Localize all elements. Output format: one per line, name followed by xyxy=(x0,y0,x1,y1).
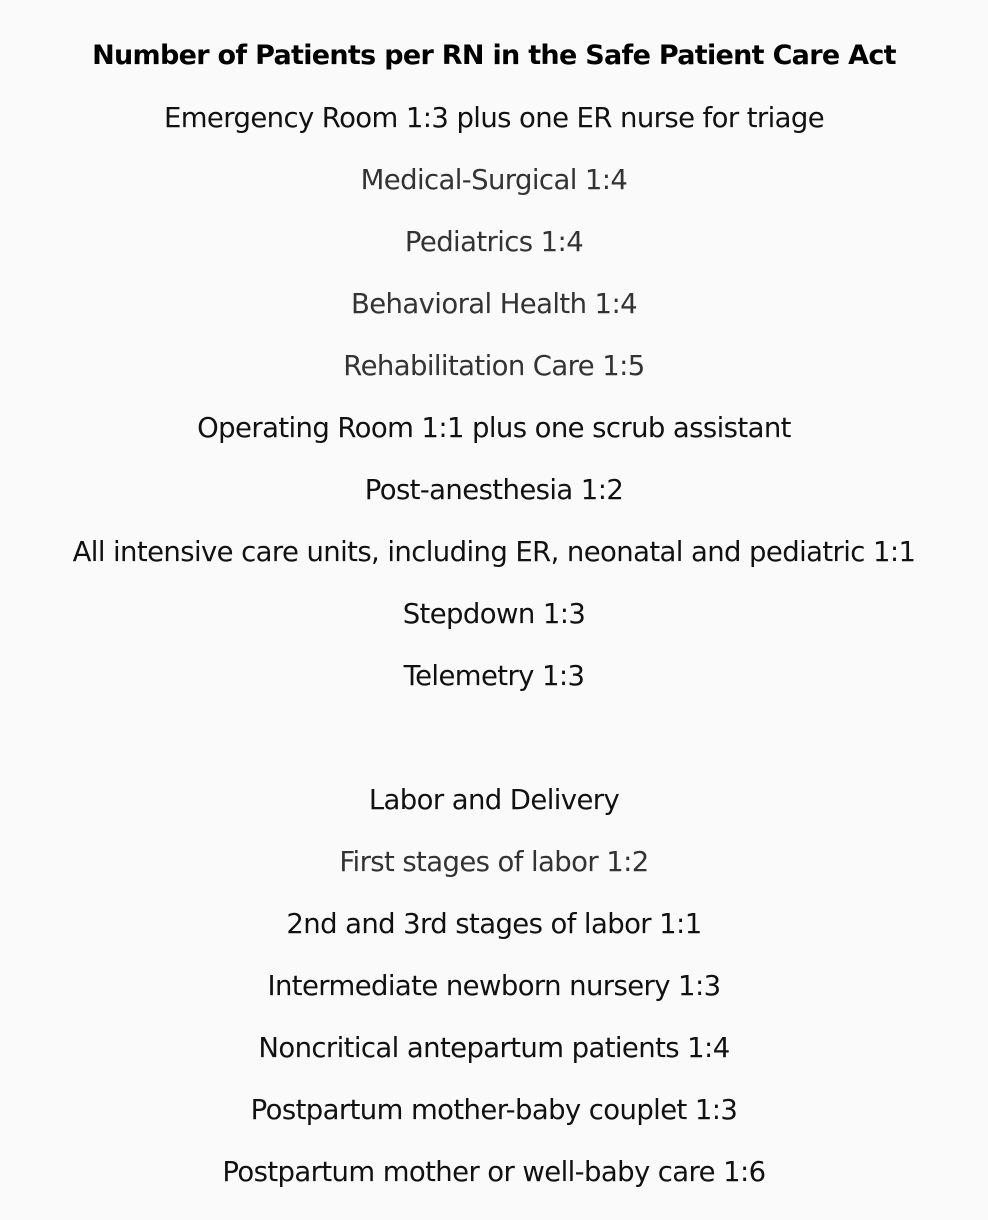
spacer-row xyxy=(0,707,988,769)
ratio-row-operating-room: Operating Room 1:1 plus one scrub assistant xyxy=(197,412,791,444)
ratio-row-2nd-3rd-stage-labor: 2nd and 3rd stages of labor 1:1 xyxy=(286,908,702,940)
ratio-row-postpartum-couplet: Postpartum mother-baby couplet 1:3 xyxy=(250,1094,738,1126)
ratio-row-first-stage-labor: First stages of labor 1:2 xyxy=(339,846,649,878)
ratio-row-intermediate-nursery: Intermediate newborn nursery 1:3 xyxy=(267,970,721,1002)
ratio-row-behavioral-health: Behavioral Health 1:4 xyxy=(350,288,638,320)
ratio-row-emergency-room: Emergency Room 1:3 plus one ER nurse for triage xyxy=(163,102,825,134)
document-title: Number of Patients per RN in the Safe Patient Care Act xyxy=(92,40,896,71)
ratio-row-postpartum-well-baby: Postpartum mother or well-baby care 1:6 xyxy=(222,1156,766,1188)
ratio-row-telemetry: Telemetry 1:3 xyxy=(403,660,585,692)
ratio-row-stepdown: Stepdown 1:3 xyxy=(402,598,586,630)
ratio-row-rehabilitation-care: Rehabilitation Care 1:5 xyxy=(343,350,645,382)
ratio-row-intensive-care: All intensive care units, including ER, neonatal and pediatric 1:1 xyxy=(72,536,916,568)
section-heading-labor-delivery: Labor and Delivery xyxy=(368,784,620,816)
ratio-row-medical-surgical: Medical-Surgical 1:4 xyxy=(360,164,628,196)
ratio-row-pediatrics: Pediatrics 1:4 xyxy=(404,226,584,258)
ratio-row-post-anesthesia: Post-anesthesia 1:2 xyxy=(364,474,624,506)
ratio-row-noncritical-antepartum: Noncritical antepartum patients 1:4 xyxy=(258,1032,730,1064)
